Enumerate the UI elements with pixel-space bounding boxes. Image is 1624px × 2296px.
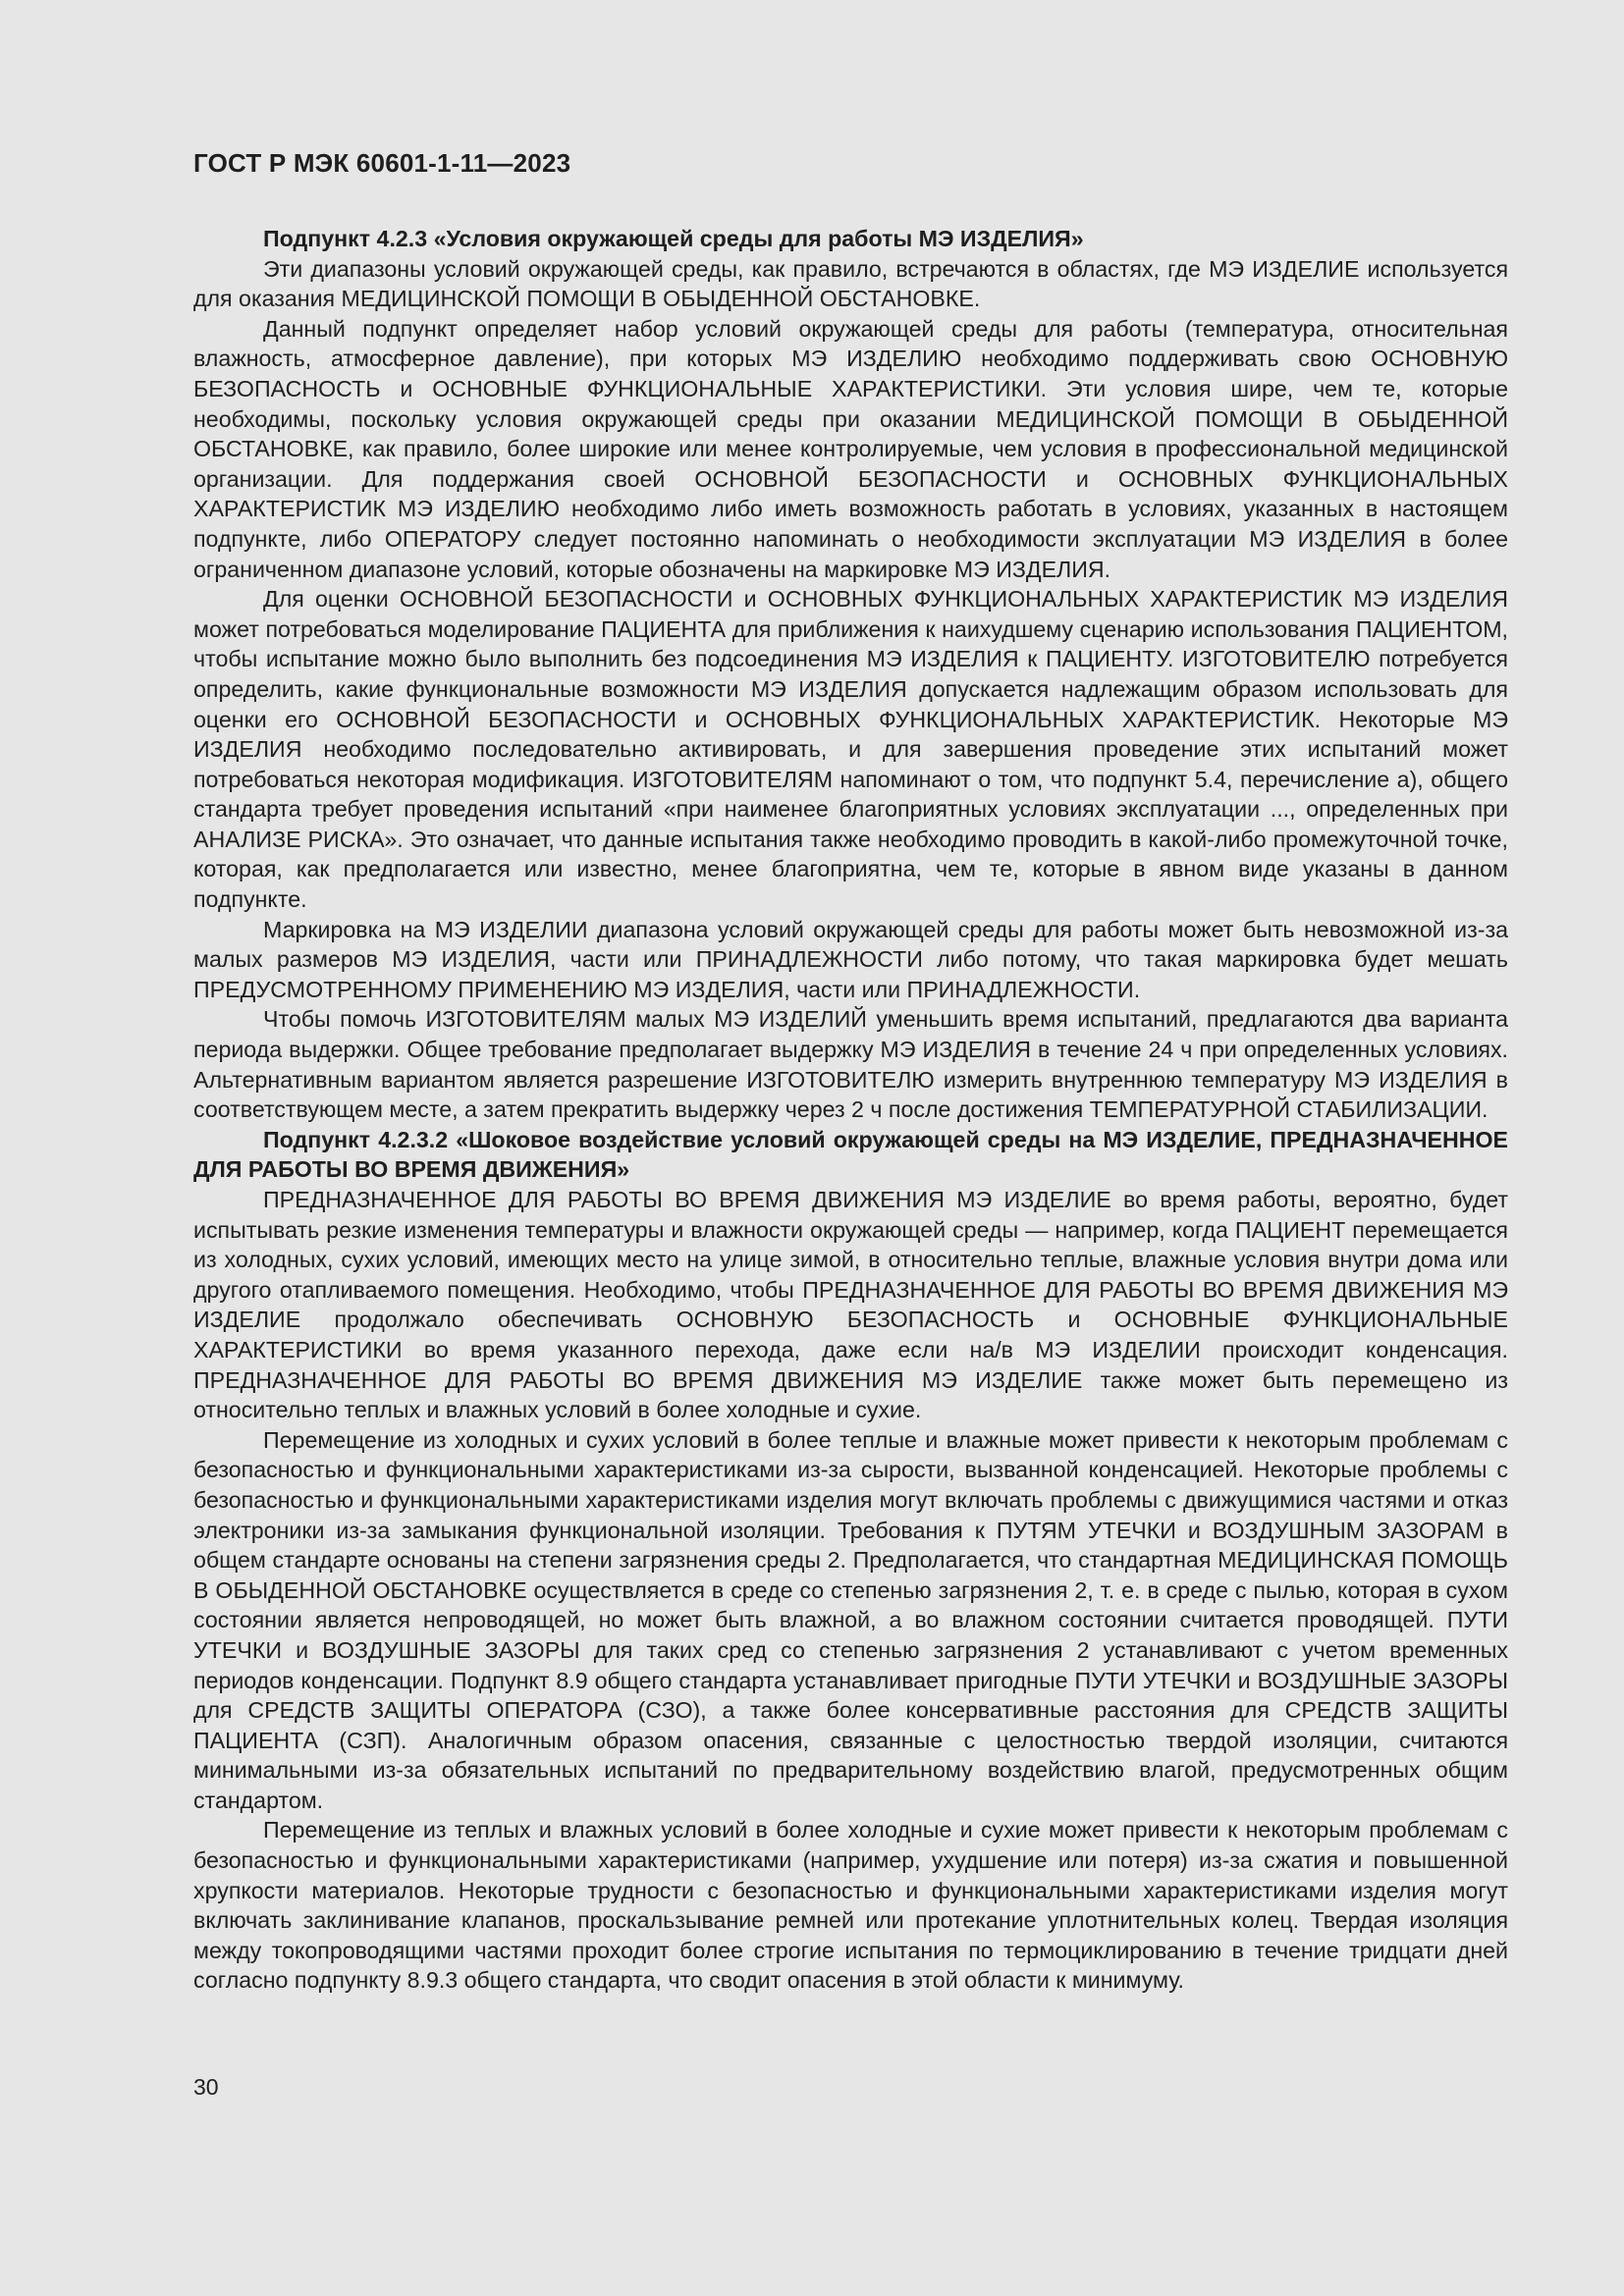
document-body (193, 224, 1508, 1996)
page-number: 30 (193, 2074, 219, 2100)
standard-header: ГОСТ Р МЭК 60601-1-11—2023 (193, 148, 571, 178)
subclause-heading: Подпункт 4.2.3.2 «Шоковое воздействие условий окружающей среды на МЭ ИЗДЕЛИЕ, ПРЕДНАЗНАЧЕННОЕ ДЛЯ РАБОТЫ ВО ВРЕМЯ ДВИЖЕНИЯ» (193, 1126, 1508, 1183)
body-paragraph: Для оценки ОСНОВНОЙ БЕЗОПАСНОСТИ и ОСНОВНЫХ ФУНКЦИОНАЛЬНЫХ ХАРАКТЕРИСТИК МЭ ИЗДЕЛИЯ может потребоваться моделирование ПАЦИЕНТА для приближения к наихудшему сценарию использования ПАЦИЕНТОМ, чтобы испытание можно было выполнить без подсоединения МЭ ИЗДЕЛИЯ к ПАЦИЕНТУ. ИЗГОТОВИТЕЛЮ потребуется определить, какие функциональные возможности МЭ ИЗДЕЛИЯ допускается надлежащим образом использовать для оценки его ОСНОВНОЙ БЕЗОПАСНОСТИ и ОСНОВНЫХ ФУНКЦИОНАЛЬНЫХ ХАРАКТЕРИСТИК. Некоторые МЭ ИЗДЕЛИЯ необходимо последовательно активировать, и для завершения проведение этих испытаний может потребоваться некоторая модификация. ИЗГОТОВИТЕЛЯМ напоминают о том, что подпункт 5.4, перечисление а), общего стандарта требует проведения испытаний «при наименее благоприятных условиях эксплуатации ..., определенных при АНАЛИЗЕ РИСКА». Это означает, что данные испытания также необходимо проводить в какой-либо промежуточной точке, которая, как предполагается или известно, менее благоприятна, чем те, которые в явном виде указаны в данном подпункте. (193, 586, 1508, 913)
body-paragraph: Маркировка на МЭ ИЗДЕЛИИ диапазона условий окружающей среды для работы может быть невозможной из-за малых размеров МЭ ИЗДЕЛИЯ, части или ПРИНАДЛЕЖНОСТИ либо потому, что такая маркировка будет мешать ПРЕДУСМОТРЕННОМУ ПРИМЕНЕНИЮ МЭ ИЗДЕЛИЯ, части или ПРИНАДЛЕЖНОСТИ. (193, 916, 1508, 1002)
body-paragraph: Перемещение из теплых и влажных условий в более холодные и сухие может привести к некоторым проблемам с безопасностью и функциональными характеристиками (например, ухудшение или потеря) из-за сжатия и повышенной хрупкости материалов. Некоторые трудности с безопасностью и функциональными характеристиками изделия могут включать заклинивание клапанов, проскальзывание ремней или протекание уплотнительных колец. Твердая изоляция между токопроводящими частями проходит более строгие испытания по термоциклированию в течение тридцати дней согласно подпункту 8.9.3 общего стандарта, что сводит опасения в этой области к минимуму. (193, 1817, 1508, 1994)
body-paragraph: Эти диапазоны условий окружающей среды, как правило, встречаются в областях, где МЭ ИЗДЕЛИЕ используется для оказания МЕДИЦИНСКОЙ ПОМОЩИ В ОБЫДЕННОЙ ОБСТАНОВКЕ. (193, 255, 1508, 312)
subclause-heading: Подпункт 4.2.3 «Условия окружающей среды для работы МЭ ИЗДЕЛИЯ» (263, 226, 1084, 251)
body-paragraph: Данный подпункт определяет набор условий окружающей среды для работы (температура, относительная влажность, атмосферное давление), при которых МЭ ИЗДЕЛИЮ необходимо поддерживать свою ОСНОВНУЮ БЕЗОПАСНОСТЬ и ОСНОВНЫЕ ФУНКЦИОНАЛЬНЫЕ ХАРАКТЕРИСТИКИ. Эти условия шире, чем те, которые необходимы, поскольку условия окружающей среды при оказании МЕДИЦИНСКОЙ ПОМОЩИ В ОБЫДЕННОЙ ОБСТАНОВКЕ, как правило, более широкие или менее контролируемые, чем условия в профессиональной медицинской организации. Для поддержания своей ОСНОВНОЙ БЕЗОПАСНОСТИ и ОСНОВНЫХ ФУНКЦИОНАЛЬНЫХ ХАРАКТЕРИСТИК МЭ ИЗДЕЛИЮ необходимо либо иметь возможность работать в условиях, указанных в настоящем подпункте, либо ОПЕРАТОРУ следует постоянно напоминать о необходимости эксплуатации МЭ ИЗДЕЛИЯ в более ограниченном диапазоне условий, которые обозначены на маркировке МЭ ИЗДЕЛИЯ. (193, 315, 1508, 582)
body-paragraph: Чтобы помочь ИЗГОТОВИТЕЛЯМ малых МЭ ИЗДЕЛИЙ уменьшить время испытаний, предлагаются два варианта периода выдержки. Общее требование предполагает выдержку МЭ ИЗДЕЛИЯ в течение 24 ч при определенных условиях. Альтернативным вариантом является разрешение ИЗГОТОВИТЕЛЮ измерить внутреннюю температуру МЭ ИЗДЕЛИЯ в соответствующем месте, а затем прекратить выдержку через 2 ч после достижения ТЕМПЕРАТУРНОЙ СТАБИЛИЗАЦИИ. (193, 1006, 1508, 1123)
body-paragraph: ПРЕДНАЗНАЧЕННОЕ ДЛЯ РАБОТЫ ВО ВРЕМЯ ДВИЖЕНИЯ МЭ ИЗДЕЛИЕ во время работы, вероятно, будет испытывать резкие изменения температуры и влажности окружающей среды — например, когда ПАЦИЕНТ перемещается из холодных, сухих условий, имеющих место на улице зимой, в относительно теплые, влажные условия внутри дома или другого отапливаемого помещения. Необходимо, чтобы ПРЕДНАЗНАЧЕННОЕ ДЛЯ РАБОТЫ ВО ВРЕМЯ ДВИЖЕНИЯ МЭ ИЗДЕЛИЕ продолжало обеспечивать ОСНОВНУЮ БЕЗОПАСНОСТЬ и ОСНОВНЫЕ ФУНКЦИОНАЛЬНЫЕ ХАРАКТЕРИСТИКИ во время указанного перехода, даже если на/в МЭ ИЗДЕЛИИ происходит конденсация. ПРЕДНАЗНАЧЕННОЕ ДЛЯ РАБОТЫ ВО ВРЕМЯ ДВИЖЕНИЯ МЭ ИЗДЕЛИЕ также может быть перемещено из относительно теплых и влажных условий в более холодные и сухие. (193, 1187, 1508, 1423)
body-paragraph: Перемещение из холодных и сухих условий в более теплые и влажные может привести к некоторым проблемам с безопасностью и функциональными характеристиками из-за сырости, вызванной конденсацией. Некоторые проблемы с безопасностью и функциональными характеристиками изделия могут включать проблемы с движущимися частями и отказ электроники из-за замыкания функциональной изоляции. Требования к ПУТЯМ УТЕЧКИ и ВОЗДУШНЫМ ЗАЗОРАМ в общем стандарте основаны на степени загрязнения среды 2. Предполагается, что стандартная МЕДИЦИНСКАЯ ПОМОЩЬ В ОБЫДЕННОЙ ОБСТАНОВКЕ осуществляется в среде со степенью загрязнения 2, т. е. в среде с пылью, которая в сухом состоянии является непроводящей, но может быть влажной, а во влажном состоянии считается проводящей. ПУТИ УТЕЧКИ и ВОЗДУШНЫЕ ЗАЗОРЫ для таких сред со степенью загрязнения 2 устанавливают с учетом временных периодов конденсации. Подпункт 8.9 общего стандарта устанавливает пригодные ПУТИ УТЕЧКИ и ВОЗДУШНЫЕ ЗАЗОРЫ для СРЕДСТВ ЗАЩИТЫ ОПЕРАТОРА (СЗО), а также более консервативные расстояния для СРЕДСТВ ЗАЩИТЫ ПАЦИЕНТА (СЗП). Аналогичным образом опасения, связанные с целостностью твердой изоляции, считаются минимальными из-за обязательных испытаний по предварительному воздействию влагой, предусмотренных общим стандартом. (193, 1426, 1508, 1813)
